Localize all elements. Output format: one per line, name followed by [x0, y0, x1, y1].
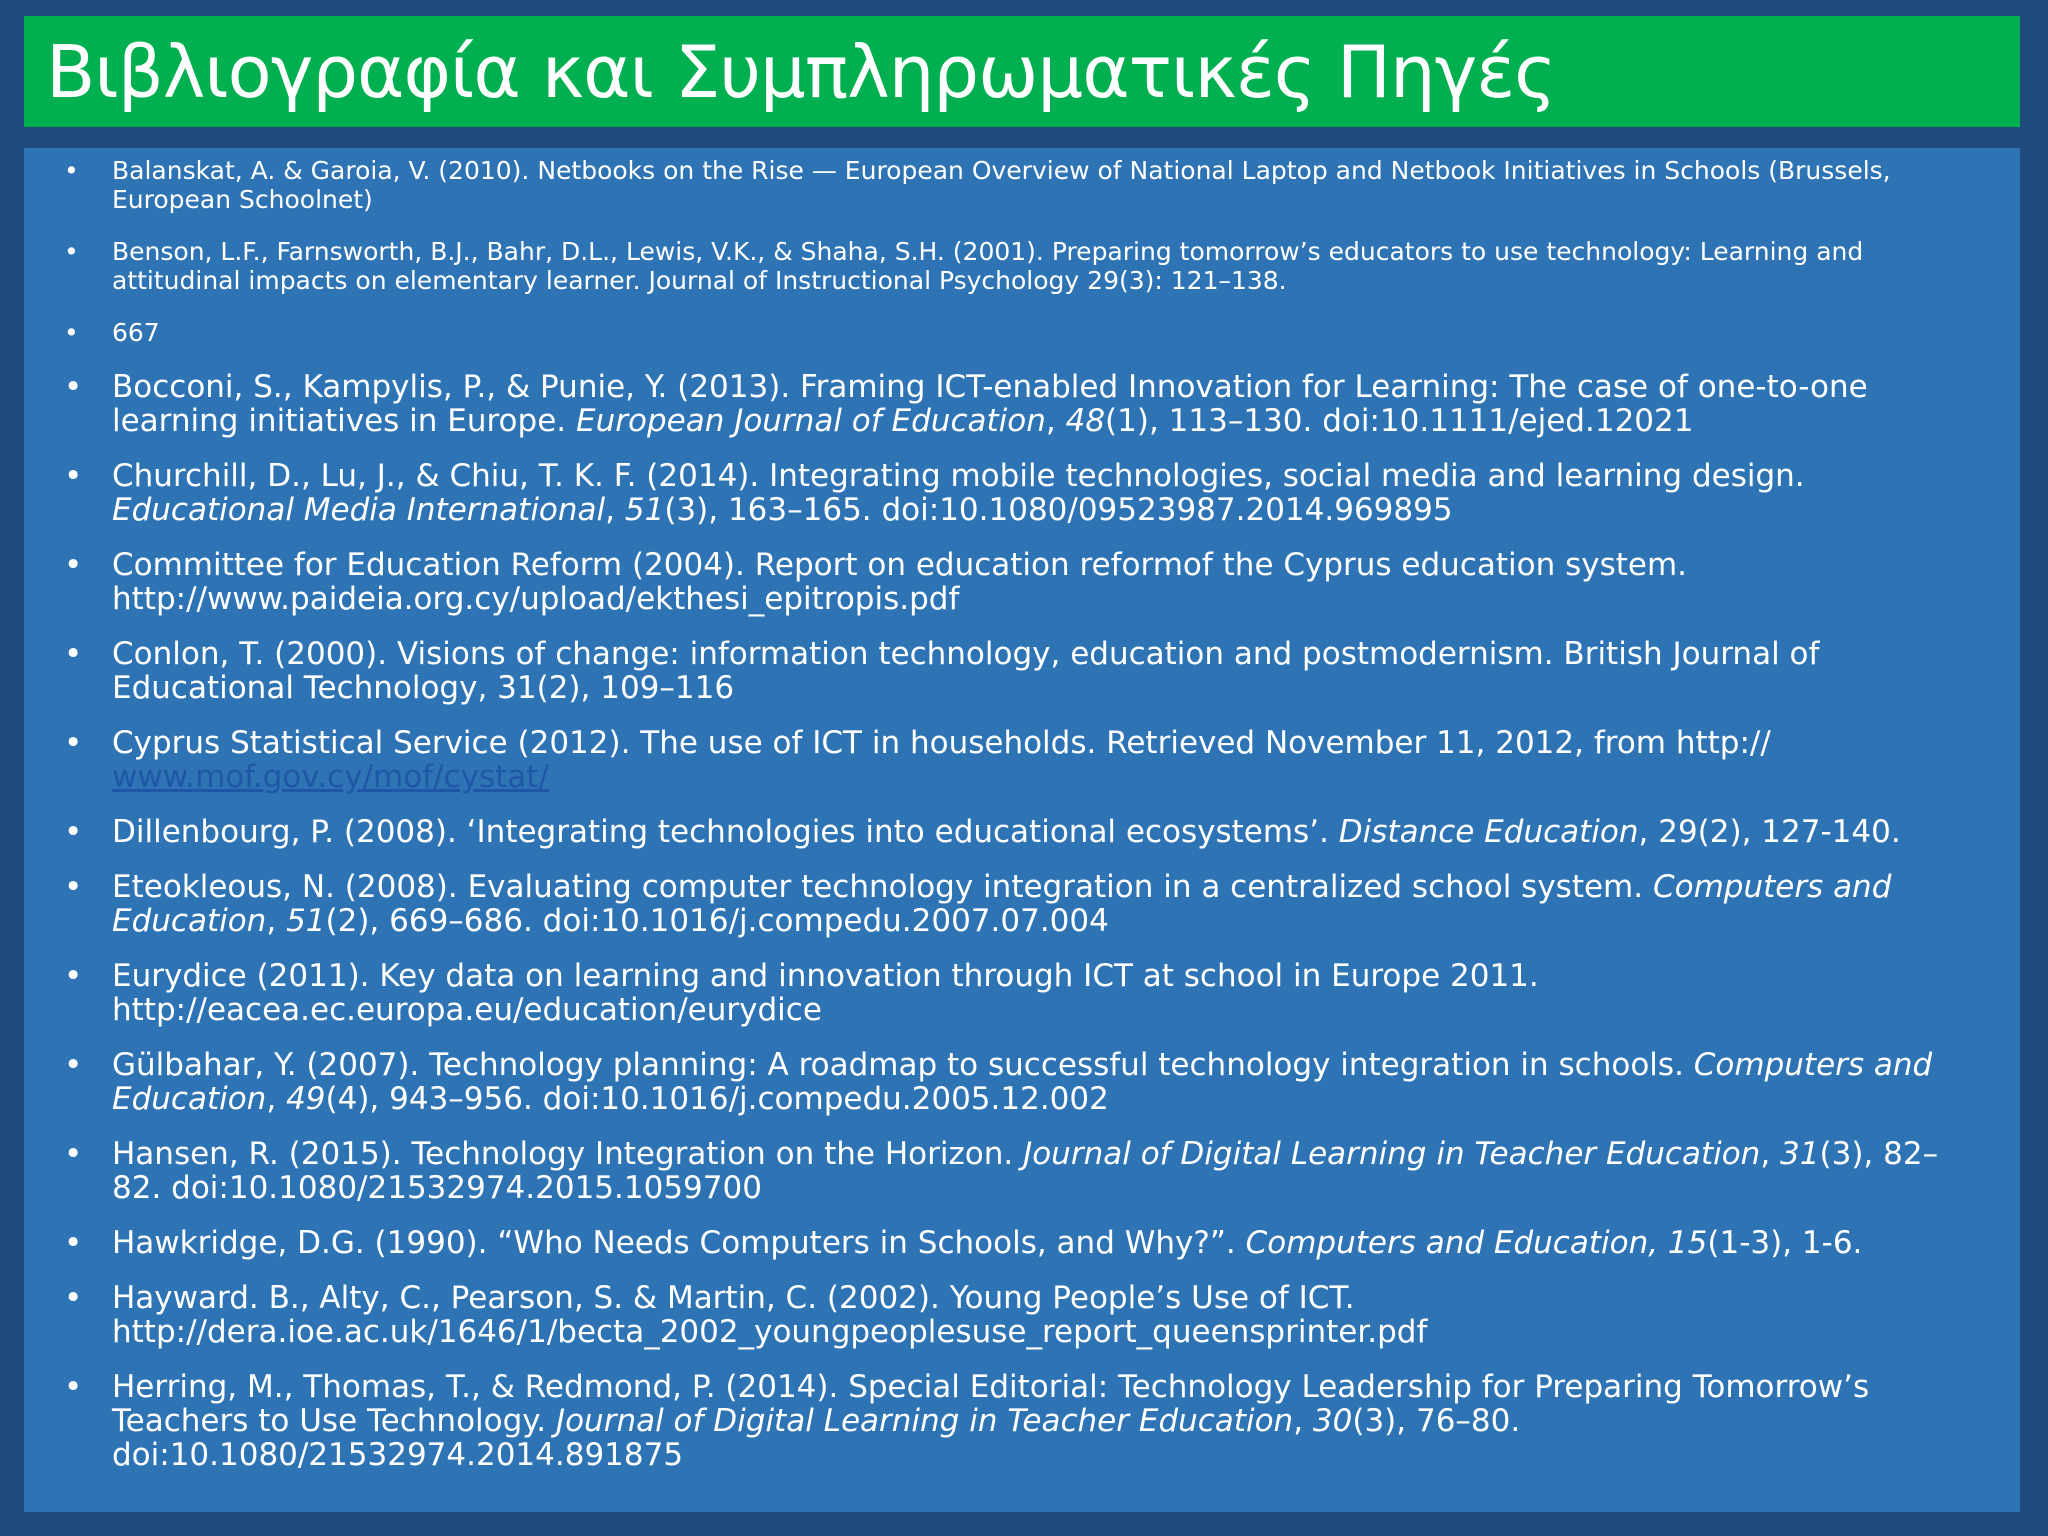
reference-item	[54, 1370, 1980, 1472]
reference-text	[112, 1136, 1938, 1206]
bullet-icon: •	[64, 869, 83, 905]
bullet-icon: •	[64, 547, 83, 583]
reference-text	[112, 1047, 1932, 1117]
reference-italic-segment: Distance Education	[1338, 814, 1639, 850]
bullet-icon: •	[64, 636, 83, 672]
reference-segment: Gülbahar, Y. (2007). Technology planning: A roadmap to successful technology integration in schools.	[112, 1047, 1694, 1083]
reference-segment: ,	[605, 492, 625, 528]
reference-item	[54, 726, 1980, 794]
bullet-icon: •	[64, 458, 83, 494]
bullet-icon: •	[64, 237, 79, 266]
bullet-icon: •	[64, 1136, 83, 1172]
reference-segment: (1-3), 1-6.	[1707, 1225, 1863, 1261]
reference-segment: Hansen, R. (2015). Technology Integration on the Horizon.	[112, 1136, 1024, 1172]
reference-italic-segment: Computers and Education	[112, 1047, 1933, 1117]
reference-segment: Hayward. B., Alty, C., Pearson, S. & Martin, C. (2002). Young People’s Use of ICT. http://dera.ioe.ac.uk/1646/1/becta_2002_youngpeoplesuse_report_queensprinter.pdf	[112, 1280, 1428, 1350]
bullet-icon: •	[64, 1225, 83, 1261]
reference-italic-segment: Journal of Digital Learning in Teacher Education	[1023, 1136, 1761, 1172]
reference-text	[112, 156, 1891, 214]
bullet-icon: •	[64, 156, 79, 185]
bullet-icon: •	[64, 369, 83, 405]
reference-italic-segment: Computers and Education	[112, 869, 1892, 939]
reference-segment: ,	[1760, 1136, 1781, 1172]
references-panel	[24, 148, 2020, 1512]
reference-italic-segment: 51	[624, 492, 665, 528]
reference-item	[54, 1048, 1980, 1116]
reference-italic-segment: Educational Media International	[112, 492, 606, 528]
reference-text	[112, 1225, 1862, 1261]
reference-text	[112, 869, 1891, 939]
reference-link[interactable]: www.mof.gov.cy/mof/cystat/	[112, 759, 549, 795]
reference-text	[112, 1280, 1427, 1350]
reference-item	[54, 815, 1980, 849]
bullet-icon: •	[64, 958, 83, 994]
reference-item	[54, 237, 1980, 295]
reference-item	[54, 1226, 1980, 1260]
reference-item	[54, 459, 1980, 527]
reference-text	[112, 318, 160, 347]
reference-italic-segment: 49	[286, 1081, 326, 1117]
bullet-icon: •	[64, 1047, 83, 1083]
reference-italic-segment: 30	[1312, 1403, 1353, 1439]
reference-segment: (3), 76–80. doi:10.1080/21532974.2014.891875	[112, 1403, 1521, 1473]
reference-segment: (3), 82–82. doi:10.1080/21532974.2015.1059700	[112, 1136, 1939, 1206]
slide-title: Βιβλιογραφία και Συμπληρωματικές Πηγές	[46, 29, 1556, 114]
reference-list	[54, 156, 1980, 1472]
reference-text	[112, 369, 1868, 439]
reference-segment: Hawkridge, D.G. (1990). “Who Needs Computers in Schools, and Why?”.	[112, 1225, 1246, 1261]
reference-segment: Committee for Education Reform (2004). Report on education reformof the Cyprus education system. http://www.paideia.org.cy/upload/ekthesi_epitropis.pdf	[112, 547, 1688, 617]
reference-segment: Conlon, T. (2000). Visions of change: information technology, education and postmodernism. British Journal of Educational Technology, 31(2), 109–116	[112, 636, 1820, 706]
reference-segment: Bocconi, S., Kampylis, P., & Punie, Y. (2013). Framing ICT-enabled Innovation for Learning: The case of one-to-one learning initiatives in Europe.	[112, 369, 1868, 439]
reference-item	[54, 959, 1980, 1027]
reference-segment: Eurydice (2011). Key data on learning and innovation through ICT at school in Europe 2011. http://eacea.ec.europa.eu/education/eurydice	[112, 958, 1539, 1028]
reference-italic-segment: Journal of Digital Learning in Teacher Education	[555, 1403, 1294, 1439]
reference-item	[54, 1137, 1980, 1205]
reference-segment: ,	[266, 1081, 287, 1117]
reference-italic-segment: 31	[1780, 1136, 1820, 1172]
reference-text	[112, 1369, 1869, 1473]
bullet-icon: •	[64, 1369, 83, 1405]
bullet-icon: •	[64, 1280, 83, 1316]
reference-segment: Balanskat, A. & Garoia, V. (2010). Netbooks on the Rise — European Overview of National Laptop and Netbook Initiatives in Schools (Brussels, European Schoolnet)	[112, 156, 1891, 214]
reference-segment: (3), 163–165. doi:10.1080/09523987.2014.969895	[664, 492, 1453, 528]
reference-italic-segment: 48	[1065, 403, 1106, 439]
reference-segment: Dillenbourg, P. (2008). ‘Integrating technologies into educational ecosystems’.	[112, 814, 1339, 850]
reference-segment: Churchill, D., Lu, J., & Chiu, T. K. F. (2014). Integrating mobile technologies, social media and learning design.	[112, 458, 1805, 494]
bullet-icon: •	[64, 814, 83, 850]
reference-text	[112, 547, 1687, 617]
reference-segment: Cyprus Statistical Service (2012). The use of ICT in households. Retrieved November 11, 2012, from http://	[112, 725, 1771, 761]
reference-text	[112, 814, 1901, 850]
reference-item	[54, 870, 1980, 938]
reference-item	[54, 1281, 1980, 1349]
reference-italic-segment: 51	[286, 903, 326, 939]
reference-segment: Benson, L.F., Farnsworth, B.J., Bahr, D.L., Lewis, V.K., & Shaha, S.H. (2001). Preparing tomorrow’s educators to use technology: Learning and attitudinal impacts on elementary learner. Journal of Instructional Psychology 29(3): 121–138.	[112, 237, 1864, 295]
bullet-icon: •	[64, 725, 83, 761]
reference-item	[54, 548, 1980, 616]
reference-item	[54, 318, 1980, 347]
reference-text	[112, 237, 1863, 295]
reference-text	[112, 958, 1539, 1028]
reference-segment: ,	[1293, 1403, 1313, 1439]
bullet-icon: •	[64, 318, 79, 347]
title-bar	[24, 16, 2020, 127]
reference-segment: (1), 113–130. doi:10.1111/ejed.12021	[1105, 403, 1694, 439]
reference-italic-segment: Computers and Education, 15	[1245, 1225, 1708, 1261]
reference-segment: ,	[1045, 403, 1066, 439]
reference-item	[54, 637, 1980, 705]
reference-italic-segment: European Journal of Education	[576, 403, 1046, 439]
reference-text	[112, 458, 1805, 528]
reference-item	[54, 370, 1980, 438]
reference-segment: (2), 669–686. doi:10.1016/j.compedu.2007.07.004	[325, 903, 1109, 939]
reference-segment: (4), 943–956. doi:10.1016/j.compedu.2005.12.002	[325, 1081, 1109, 1117]
reference-segment: , 29(2), 127-140.	[1638, 814, 1901, 850]
reference-segment: 667	[112, 318, 160, 347]
reference-segment: Herring, M., Thomas, T., & Redmond, P. (2014). Special Editorial: Technology Leadership for Preparing Tomorrow’s Teachers to Use Technology.	[112, 1369, 1870, 1439]
reference-segment: ,	[266, 903, 287, 939]
reference-text	[112, 636, 1819, 706]
reference-text	[112, 725, 1771, 795]
reference-item	[54, 156, 1980, 214]
reference-segment: Eteokleous, N. (2008). Evaluating computer technology integration in a centralized school system.	[112, 869, 1653, 905]
